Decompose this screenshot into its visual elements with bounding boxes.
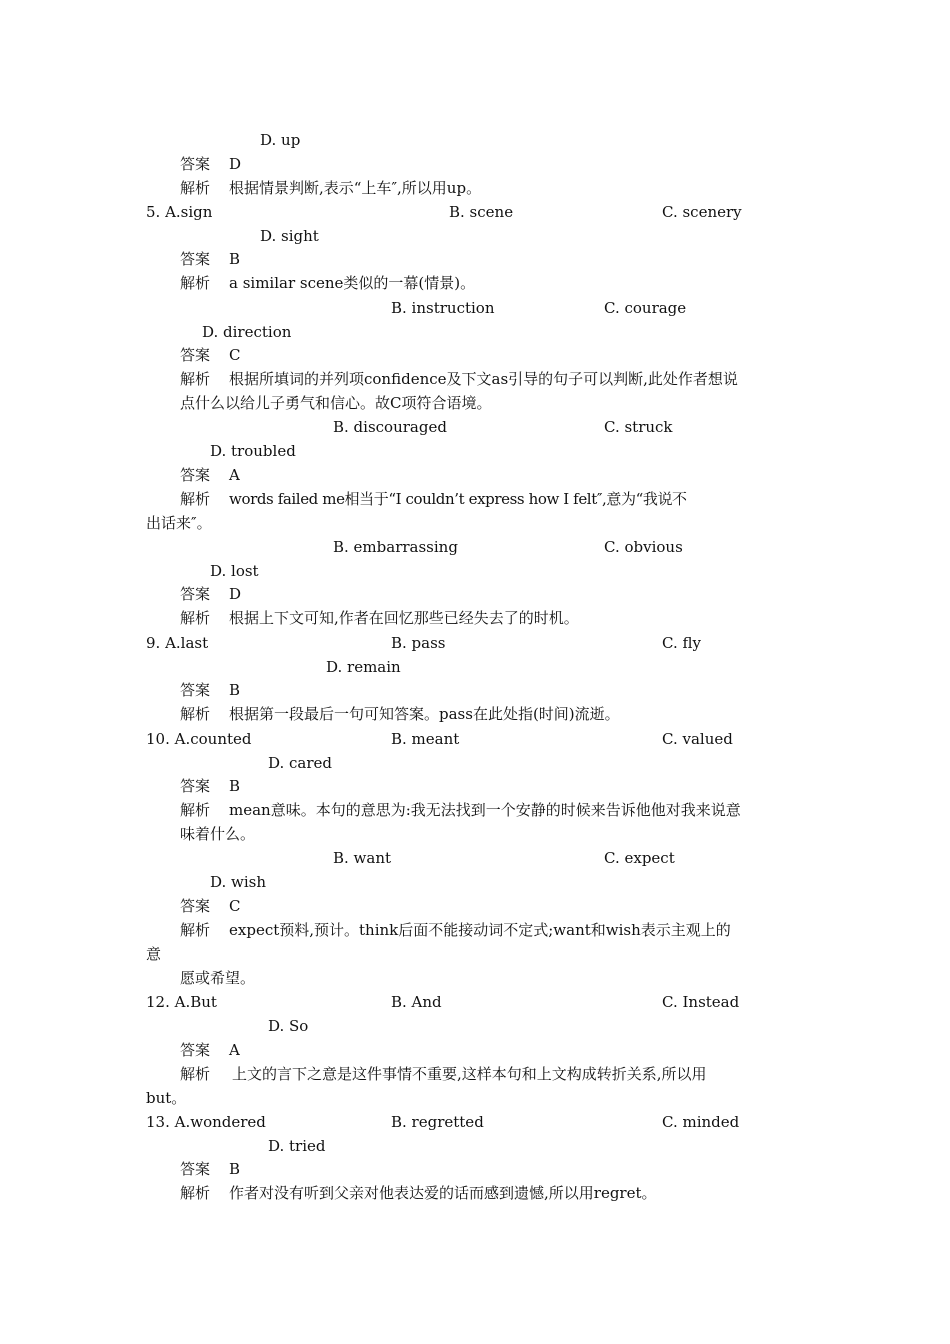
answer-label: 答案 — [180, 585, 211, 603]
analysis-text: 作者对没有听到父亲对他表达爱的话而感到遗憾,所以用regret。 — [229, 1184, 657, 1202]
q4-option-d: D. up — [260, 131, 301, 149]
q8-option-d: D. lost — [210, 562, 259, 580]
analysis-label: 解析 — [180, 1184, 211, 1202]
q11-analysis-cont: 意 — [146, 945, 162, 963]
analysis-text: mean意味。本句的意思为:我无法找到一个安静的时候来告诉他他对我来说意 — [229, 801, 741, 819]
q7-options-row — [146, 416, 806, 438]
q5-option-c: C. scenery — [662, 203, 742, 221]
q11-analysis-cont2: 愿或希望。 — [180, 969, 256, 987]
q13-options-row — [146, 1111, 806, 1133]
answer-value: C — [229, 346, 241, 364]
q9-option-d: D. remain — [326, 658, 401, 676]
q12-option-c: C. Instead — [662, 993, 740, 1011]
q11-option-c: C. expect — [604, 849, 675, 867]
q13-option-c: C. minded — [662, 1113, 740, 1131]
analysis-text: 根据第一段最后一句可知答案。pass在此处指(时间)流逝。 — [229, 705, 620, 723]
analysis-text: words failed me相当于“I couldn’t express how I felt″,意为“我说不 — [229, 490, 687, 508]
analysis-label: 解析 — [180, 490, 211, 508]
q8-options-row — [146, 536, 806, 558]
answer-value: B — [229, 250, 241, 268]
q12-options-row — [146, 991, 806, 1013]
analysis-text: 上文的言下之意是这件事情不重要,这样本句和上文构成转折关系,所以用 — [232, 1065, 707, 1083]
analysis-label: 解析 — [180, 609, 211, 627]
answer-value: B — [229, 681, 241, 699]
analysis-label: 解析 — [180, 1065, 211, 1083]
q6-option-b: B. instruction — [391, 299, 495, 317]
q11-options-row — [146, 847, 806, 869]
answer-label: 答案 — [180, 897, 211, 915]
q5-options-row — [146, 201, 806, 223]
q10-option-a: 10. A.counted — [146, 730, 252, 748]
q10-option-d: D. cared — [268, 754, 333, 772]
answer-value: C — [229, 897, 241, 915]
q6-option-c: C. courage — [604, 299, 687, 317]
answer-value: B — [229, 777, 241, 795]
answer-label: 答案 — [180, 155, 211, 173]
q11-option-d: D. wish — [210, 873, 267, 891]
q9-option-a: 9. A.last — [146, 634, 209, 652]
analysis-text: 根据情景判断,表示“上车″,所以用up。 — [229, 179, 482, 197]
analysis-text: 根据上下文可知,作者在回忆那些已经失去了的时机。 — [229, 609, 579, 627]
answer-label: 答案 — [180, 777, 211, 795]
answer-value: A — [229, 466, 240, 484]
analysis-text: a similar scene类似的一幕(情景)。 — [229, 274, 476, 292]
q12-analysis-cont: but。 — [146, 1089, 187, 1107]
q12-option-a: 12. A.But — [146, 993, 217, 1011]
q11-option-b: B. want — [333, 849, 392, 867]
analysis-label: 解析 — [180, 370, 211, 388]
answer-value: D — [229, 155, 242, 173]
q13-option-b: B. regretted — [391, 1113, 484, 1131]
q7-option-c: C. struck — [604, 418, 673, 436]
answer-label: 答案 — [180, 1041, 211, 1059]
q10-option-c: C. valued — [662, 730, 733, 748]
analysis-label: 解析 — [180, 705, 211, 723]
answer-value: D — [229, 585, 242, 603]
answer-value: A — [229, 1041, 240, 1059]
analysis-label: 解析 — [180, 274, 211, 292]
answer-label: 答案 — [180, 250, 211, 268]
q10-option-b: B. meant — [391, 730, 460, 748]
q9-options-row — [146, 632, 806, 654]
q8-option-b: B. embarrassing — [333, 538, 458, 556]
q6-option-d: D. direction — [202, 323, 292, 341]
answer-value: B — [229, 1160, 241, 1178]
q9-option-c: C. fly — [662, 634, 701, 652]
q12-option-b: B. And — [391, 993, 442, 1011]
answer-label: 答案 — [180, 346, 211, 364]
q7-analysis-cont: 出话来″。 — [146, 514, 212, 532]
q6-options-row — [146, 297, 806, 319]
q8-option-c: C. obvious — [604, 538, 683, 556]
q10-analysis-cont: 味着什么。 — [180, 825, 256, 843]
answer-label: 答案 — [180, 681, 211, 699]
analysis-text: expect预料,预计。think后面不能接动词不定式;want和wish表示主观上的 — [229, 921, 731, 939]
answer-label: 答案 — [180, 466, 211, 484]
q12-option-d: D. So — [268, 1017, 309, 1035]
q13-option-a: 13. A.wondered — [146, 1113, 266, 1131]
analysis-label: 解析 — [180, 801, 211, 819]
answer-label: 答案 — [180, 1160, 211, 1178]
q7-option-b: B. discouraged — [333, 418, 447, 436]
q5-option-d: D. sight — [260, 227, 319, 245]
q10-options-row — [146, 728, 806, 750]
q9-option-b: B. pass — [391, 634, 446, 652]
analysis-label: 解析 — [180, 921, 211, 939]
analysis-label: 解析 — [180, 179, 211, 197]
q5-option-a: 5. A.sign — [146, 203, 213, 221]
q13-option-d: D. tried — [268, 1137, 326, 1155]
analysis-text: 根据所填词的并列项confidence及下文as引导的句子可以判断,此处作者想说 — [229, 370, 738, 388]
q6-analysis-cont: 点什么以给儿子勇气和信心。故C项符合语境。 — [180, 394, 492, 412]
q5-option-b: B. scene — [449, 203, 514, 221]
q7-option-d: D. troubled — [210, 442, 296, 460]
